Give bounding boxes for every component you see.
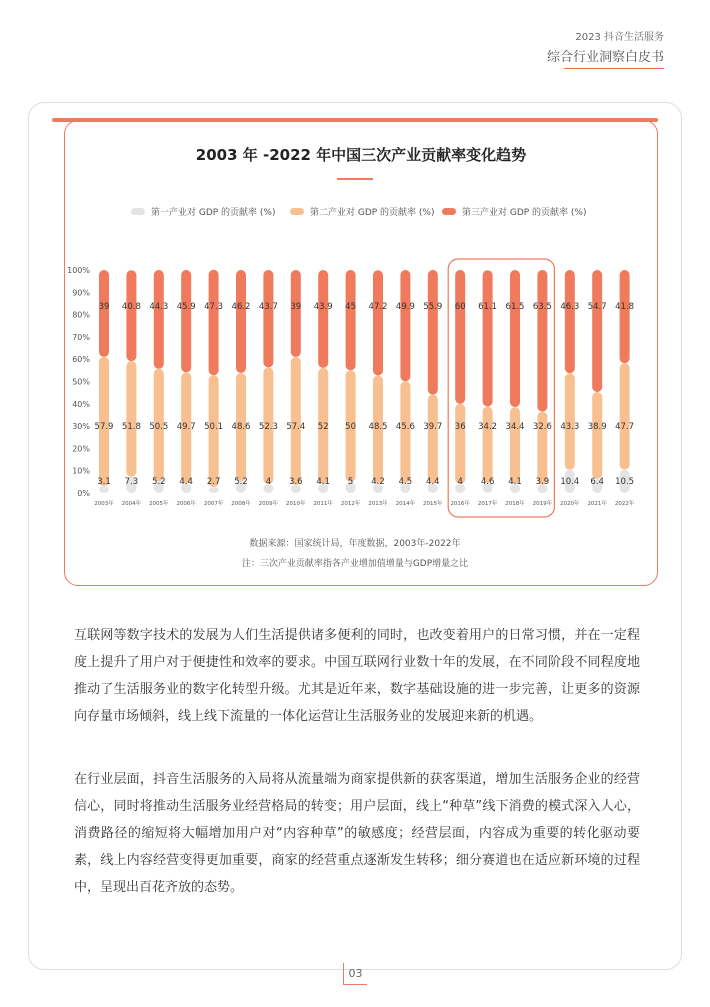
data-label: 36: [454, 422, 466, 432]
bar-segment: [592, 392, 602, 479]
x-tick-label: 2011年: [313, 501, 333, 507]
x-tick-label: 2014年: [395, 501, 416, 507]
bar-segment: [373, 270, 383, 375]
data-label: 3.6: [289, 477, 303, 487]
data-label: 46.3: [560, 302, 580, 312]
data-label: 39.7: [423, 422, 443, 432]
bar-segment: [620, 363, 630, 469]
data-label: 4.1: [508, 477, 522, 487]
x-tick-label: 2005年: [149, 501, 169, 507]
paragraph-2: 在行业层面，抖音生活服务的入局将从流量端为商家提供新的获客渠道，增加生活服务企业的经营信心，同时将推动生活服务业经营格局的转变；用户层面，线上“种草”线下消费的模式深入人心，消费路径的缩短将大幅增加用户对“内容种草”的敏感度；经营层面，内容成为重要的转化驱动要素，线上内容经营变得更加重要，商家的经营重点逐渐发生转移；细分赛道也在适应新环境的过程中，呈现出百花齐放的态势。: [74, 772, 640, 895]
data-label: 45.6: [395, 422, 415, 432]
bar-segment: [455, 404, 465, 484]
data-label: 7.3: [124, 477, 139, 487]
bar-segment: [510, 270, 520, 407]
y-tick-label: 20%: [72, 444, 90, 454]
data-label: 45: [345, 302, 357, 312]
legend-swatch-tertiary: [442, 208, 456, 215]
bar-segment: [510, 407, 520, 484]
chart-title-underline: [337, 178, 373, 180]
data-label: 50.1: [204, 422, 224, 432]
bar-segment: [400, 270, 410, 381]
x-tick-label: 2017年: [477, 501, 498, 507]
bar-segment: [318, 270, 328, 368]
data-label: 61.5: [505, 302, 525, 312]
y-tick-label: 50%: [72, 377, 90, 387]
bar-segment: [428, 270, 438, 395]
data-label: 2.7: [206, 477, 221, 487]
data-label: 54.7: [587, 302, 607, 312]
bar-segment: [99, 486, 109, 493]
x-tick-label: 2003年: [94, 501, 114, 507]
bar-segment: [428, 395, 438, 484]
bar-segment: [400, 381, 410, 483]
y-tick-label: 100%: [67, 266, 90, 275]
bar-segment: [620, 270, 630, 363]
x-tick-label: 2018年: [505, 501, 525, 507]
x-tick-label: 2004年: [121, 501, 142, 507]
data-label: 38.9: [587, 422, 607, 432]
y-tick-label: 90%: [72, 288, 90, 298]
bar-segment: [592, 270, 602, 392]
footnote: 注：三次产业贡献率指各产业增加值增量与GDP增量之比: [241, 559, 469, 569]
data-label: 3.9: [535, 477, 550, 487]
data-label: 49.7: [176, 422, 196, 432]
data-label: 5.2: [234, 477, 248, 487]
x-tick-label: 2006年: [176, 501, 196, 507]
chart-top-accent: [52, 118, 658, 122]
data-label: 55.9: [423, 302, 443, 312]
bar-segment: [291, 270, 301, 357]
x-tick-label: 2010年: [286, 501, 306, 507]
bar-segment: [455, 270, 465, 404]
legend-label-primary: 第一产业对 GDP 的贡献率 (%): [151, 208, 276, 218]
data-label: 39: [290, 302, 302, 312]
data-label: 40.8: [121, 302, 141, 312]
data-label: 48.5: [368, 422, 388, 432]
bar-segment: [291, 357, 301, 485]
data-label: 43.7: [258, 302, 278, 312]
chart-legend: [0, 205, 710, 221]
legend-label-tertiary: 第三产业对 GDP 的贡献率 (%): [462, 208, 587, 218]
data-label: 4: [457, 477, 463, 487]
x-tick-label: 2021年: [587, 501, 607, 507]
data-label: 4.4: [426, 477, 440, 487]
data-label: 34.4: [505, 422, 525, 432]
data-label: 52.3: [258, 422, 278, 432]
data-label: 47.3: [204, 302, 224, 312]
y-tick-label: 60%: [72, 355, 90, 365]
source-note: 数据来源：国家统计局，年度数据，2003年-2022年: [249, 539, 461, 549]
bar-segment: [209, 270, 219, 375]
bar-segment: [236, 270, 246, 373]
data-label: 43.9: [313, 302, 333, 312]
page-number: 03: [343, 963, 367, 985]
data-label: 47.2: [368, 302, 388, 312]
stacked-bar-chart: [0, 255, 710, 520]
x-tick-label: 2019年: [532, 501, 553, 507]
data-label: 10.5: [615, 477, 635, 487]
data-label: 50: [345, 422, 357, 432]
legend-item-tertiary: [442, 205, 587, 218]
x-tick-label: 2015年: [423, 501, 443, 507]
bar-segment: [126, 270, 136, 361]
data-label: 50.5: [149, 422, 169, 432]
x-tick-label: 2020年: [560, 501, 580, 507]
x-tick-label: 2016年: [450, 501, 470, 507]
y-tick-label: 30%: [72, 422, 90, 432]
bar-segment: [99, 270, 109, 357]
data-label: 4: [265, 477, 272, 487]
data-label: 45.9: [176, 302, 196, 312]
data-label: 51.8: [121, 422, 141, 432]
data-label: 6.4: [590, 477, 604, 487]
legend-swatch-secondary: [290, 208, 304, 215]
x-tick-label: 2008年: [231, 501, 251, 507]
data-label: 4.2: [371, 477, 385, 487]
legend-label-secondary: 第二产业对 GDP 的贡献率 (%): [310, 208, 435, 218]
data-label: 4.5: [398, 477, 413, 487]
data-label: 63.5: [532, 302, 552, 312]
bar-segment: [126, 361, 136, 477]
y-tick-label: 70%: [72, 332, 90, 342]
chart-title: 2003 年 -2022 年中国三次产业贡献率变化趋势: [195, 146, 527, 164]
data-label: 32.6: [532, 422, 552, 432]
data-label: 5.2: [152, 477, 166, 487]
data-label: 47.7: [615, 422, 635, 432]
header-divider: [564, 68, 664, 69]
y-tick-label: 0%: [77, 489, 90, 498]
x-tick-label: 2012年: [340, 501, 361, 507]
bar-segment: [154, 270, 164, 369]
legend-item-secondary: [290, 205, 435, 218]
y-tick-label: 10%: [72, 466, 90, 476]
data-label: 57.4: [286, 422, 306, 432]
bar-segment: [483, 406, 493, 482]
bar-segment: [263, 270, 273, 367]
bar-segment: [483, 270, 493, 406]
data-label: 3.1: [97, 477, 111, 487]
data-label: 60: [454, 302, 466, 312]
bar-segment: [346, 270, 356, 370]
x-tick-label: 2013年: [368, 501, 388, 507]
x-tick-label: 2007年: [203, 501, 224, 507]
data-label: 43.3: [560, 422, 580, 432]
data-label: 57.9: [94, 422, 114, 432]
data-label: 4.4: [179, 477, 193, 487]
data-label: 46.2: [231, 302, 251, 312]
header-title: 综合行业洞察白皮书: [546, 50, 664, 65]
data-label: 4.1: [316, 477, 330, 487]
bar-segment: [181, 270, 191, 372]
bar-segment: [565, 270, 575, 373]
paragraph-1: 互联网等数字技术的发展为人们生活提供诸多便利的同时，也改变着用户的日常习惯，并在一定程度上提升了用户对于便捷性和效率的要求。中国互联网行业数十年的发展，在不同阶段不同程度地推动了生活服务业的数字化转型升级。尤其是近年来，数字基础设施的进一步完善，让更多的资源向存量市场倾斜，线上线下流量的一体化运营让生活服务业的发展迎来新的机遇。: [74, 628, 640, 724]
x-tick-label: 2022年: [614, 501, 635, 507]
data-label: 44.3: [149, 302, 169, 312]
data-label: 39: [98, 302, 110, 312]
legend-swatch-primary: [131, 208, 145, 215]
data-label: 48.6: [231, 422, 251, 432]
header-subtitle: 2023 抖音生活服务: [575, 32, 664, 43]
data-label: 4.6: [480, 477, 495, 487]
data-label: 5: [347, 477, 354, 487]
data-label: 34.2: [478, 422, 498, 432]
data-label: 10.4: [560, 477, 580, 487]
legend-item-primary: [131, 205, 276, 218]
x-tick-label: 2009年: [258, 501, 279, 507]
y-tick-label: 40%: [72, 399, 90, 409]
bar-segment: [209, 487, 219, 493]
bar-segment: [537, 270, 547, 412]
y-tick-label: 80%: [72, 310, 90, 320]
data-label: 52: [317, 422, 329, 432]
data-label: 41.8: [615, 302, 635, 312]
data-label: 49.9: [395, 302, 415, 312]
data-label: 61.1: [478, 302, 498, 312]
